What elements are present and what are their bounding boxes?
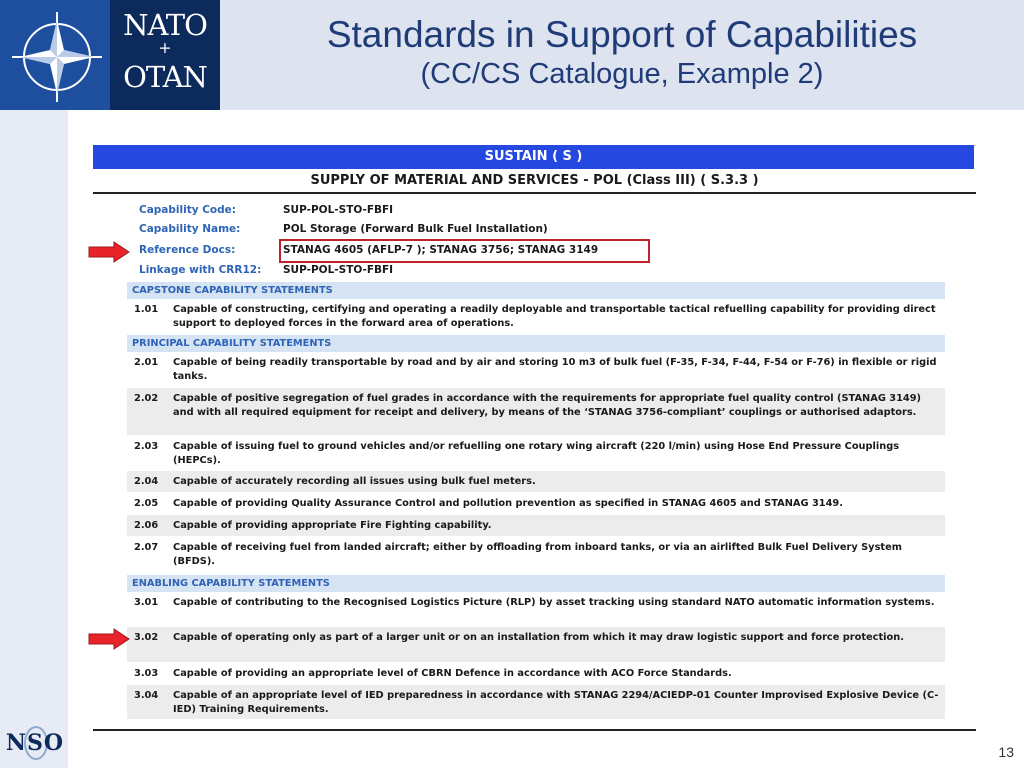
field-label: Linkage with CRR12: (139, 264, 262, 276)
statement-number: 3.02 (134, 632, 159, 643)
logo-otan: OTAN (123, 60, 207, 94)
statement-text: Capable of constructing, certifying and operating a readily deployable and transportable tactical refuelling capability for providing direct support to deployed forces in the forward area of operations. (173, 304, 936, 329)
statement-text: Capable of providing an appropriate level of CBRN Defence in accordance with ACO Force Standards. (173, 668, 732, 679)
nato-compass-star-icon (0, 0, 110, 110)
catalogue-excerpt (93, 145, 976, 735)
statement-row (127, 388, 945, 435)
statement-text: Capable of receiving fuel from landed aircraft; either by offloading from inboard tanks, or via an airlifted Bulk Fuel Delivery System (BFDS). (173, 542, 902, 567)
field-reference-docs (139, 240, 699, 260)
field-value: POL Storage (Forward Bulk Fuel Installation) (283, 223, 548, 235)
title-rule (93, 192, 976, 194)
capstone-heading: CAPSTONE CAPABILITY STATEMENTS (127, 282, 945, 299)
statement-row (127, 436, 945, 470)
statement-row (127, 299, 945, 333)
statement-row (127, 352, 945, 387)
nso-logo (2, 720, 68, 768)
statement-text: Capable of contributing to the Recognised Logistics Picture (RLP) by asset tracking using standard NATO automatic information systems. (173, 597, 935, 608)
field-label: Reference Docs: (139, 244, 236, 256)
field-value: SUP-POL-STO-FBFI (283, 264, 394, 276)
side-strip (0, 110, 68, 768)
arrow-right-icon (88, 628, 130, 650)
statement-row (127, 471, 945, 492)
statement-number: 2.02 (134, 393, 159, 404)
statement-text: Capable of positive segregation of fuel grades in accordance with the requirements for appropriate fuel quality control (STANAG 3149) and with all required equipment for receipt and delivery, by means of the ‘STANAG 3756-compliant’ couplings or authorised adaptors. (173, 393, 922, 418)
statement-text: Capable of an appropriate level of IED preparedness in accordance with STANAG 2294/ACIEDP-01 Counter Improvised Explosive Device (C-IED) Training Requirements. (173, 690, 939, 715)
statement-number: 2.07 (134, 542, 159, 553)
slide-title: Standards in Support of Capabilities (326, 14, 918, 55)
statement-row (127, 627, 945, 662)
slide-header (0, 0, 1024, 110)
arrow-right-icon (88, 241, 130, 263)
field-value: STANAG 4605 (AFLP-7 ); STANAG 3756; STANAG 3149 (283, 244, 599, 256)
statement-number: 3.01 (134, 597, 159, 608)
statement-row (127, 663, 945, 684)
slide-subtitle: (CC/CS Catalogue, Example 2) (420, 58, 824, 90)
statement-number: 3.03 (134, 668, 159, 679)
nso-wordmark: NSO (5, 730, 65, 756)
principal-heading: PRINCIPAL CAPABILITY STATEMENTS (127, 335, 945, 352)
enabling-heading: ENABLING CAPABILITY STATEMENTS (127, 575, 945, 592)
statement-number: 3.04 (134, 690, 159, 701)
nato-otan-wordmark (110, 0, 220, 110)
statement-text: Capable of providing appropriate Fire Fighting capability. (173, 520, 492, 531)
page-number: 13 (998, 744, 1014, 760)
sustain-banner: SUSTAIN ( S ) (93, 145, 974, 169)
statement-row (127, 592, 945, 626)
statement-row (127, 515, 945, 536)
statement-text: Capable of accurately recording all issues using bulk fuel meters. (173, 476, 536, 487)
statement-text: Capable of issuing fuel to ground vehicles and/or refuelling one rotary wing aircraft (220 l/min) using Hose End Pressure Couplings (HEPCs). (173, 441, 900, 466)
section-title: SUPPLY OF MATERIAL AND SERVICES - POL (Class III) ( S.3.3 ) (310, 173, 759, 188)
statement-number: 2.01 (134, 357, 159, 368)
logo-plus: + (158, 38, 172, 57)
statement-row (127, 537, 945, 574)
field-label: Capability Name: (139, 223, 241, 235)
field-value: SUP-POL-STO-FBFI (283, 204, 394, 216)
statement-number: 2.05 (134, 498, 159, 509)
statement-text: Capable of operating only as part of a larger unit or on an installation from which it may draw logistic support and force protection. (173, 632, 904, 643)
logo-nato: NATO (123, 8, 207, 42)
statement-number: 2.06 (134, 520, 159, 531)
statement-row (127, 685, 945, 719)
statement-number: 1.01 (134, 304, 159, 315)
statement-number: 2.04 (134, 476, 159, 487)
field-label: Capability Code: (139, 204, 236, 216)
nato-logo (0, 0, 220, 110)
statement-text: Capable of providing Quality Assurance Control and pollution prevention as specified in STANAG 4605 and STANAG 3149. (173, 498, 843, 509)
statement-row (127, 493, 945, 514)
statement-text: Capable of being readily transportable by road and by air and storing 10 m3 of bulk fuel (F-35, F-34, F-44, F-54 or F-76) in flexible or rigid tanks. (173, 357, 937, 382)
bottom-divider (93, 729, 976, 731)
statement-number: 2.03 (134, 441, 159, 452)
